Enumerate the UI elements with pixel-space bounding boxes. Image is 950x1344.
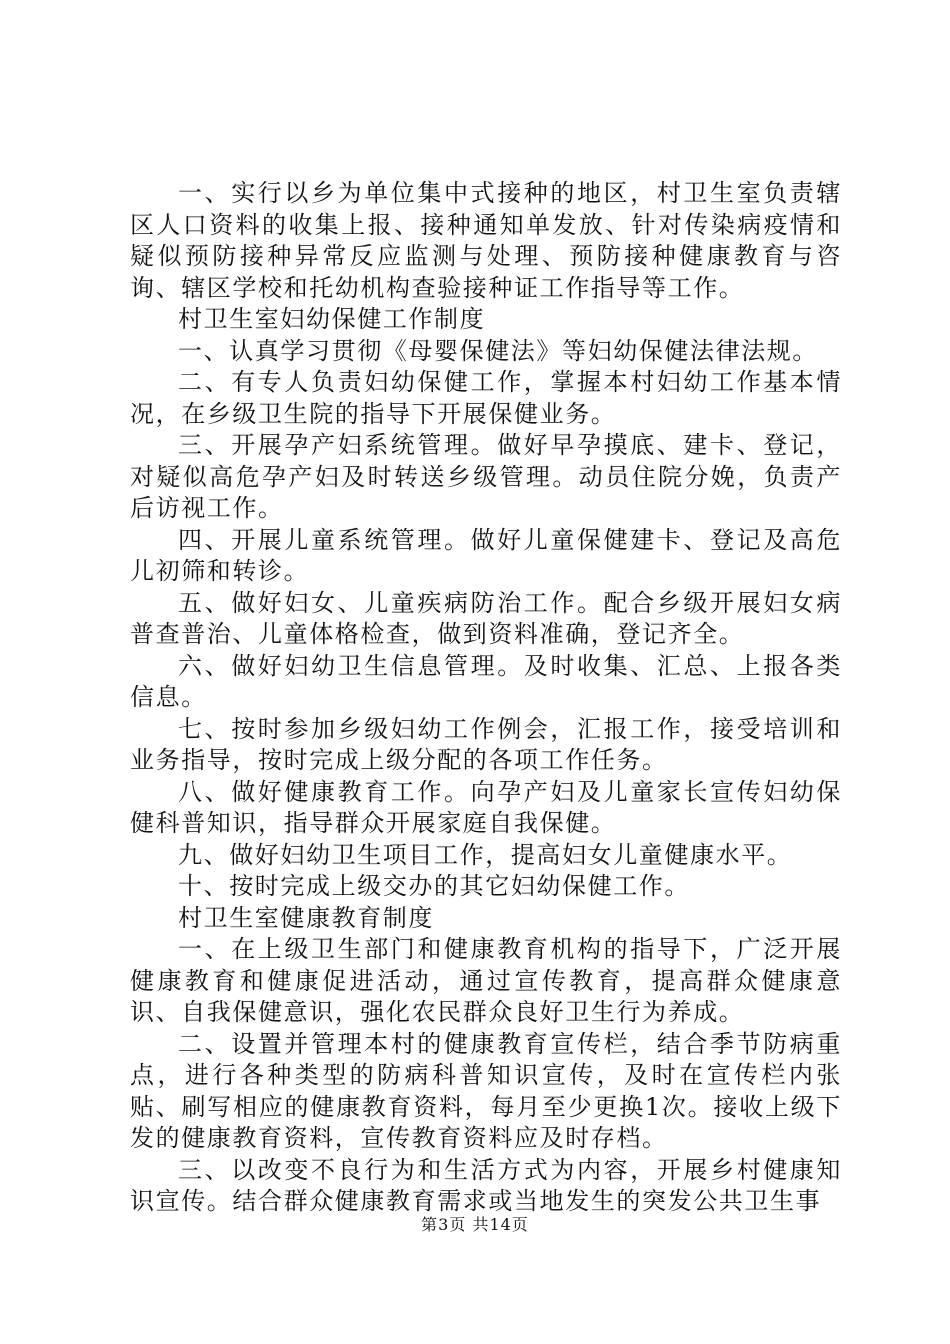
paragraph: 一、认真学习贯彻《母婴保健法》等妇幼保健法律法规。 (178, 336, 818, 365)
paragraph: 四、开展儿童系统管理。做好儿童保健建卡、登记及高危儿初筛和转诊。 (130, 525, 842, 585)
paragraph: 一、实行以乡为单位集中式接种的地区，村卫生室负责辖区人口资料的收集上报、接种通知单发放、针对传染病疫情和疑似预防接种异常反应监测与处理、预防接种健康教育与咨询、辖区学校和托幼机构查验接种证工作指导等工作。 (130, 179, 842, 302)
paragraph: 十、按时完成上级交办的其它妇幼保健工作。 (178, 872, 690, 900)
paragraph: 三、以改变不良行为和生活方式为内容，开展乡村健康知识宣传。结合群众健康教育需求或当地发生的突发公共卫生事 (130, 1155, 842, 1215)
paragraph: 八、做好健康教育工作。向孕产妇及儿童家长宣传妇幼保健科普知识，指导群众开展家庭自我保健。 (130, 777, 842, 837)
section-heading: 村卫生室妇幼保健工作制度 (178, 305, 486, 333)
page-number-footer: 第3页 共14页 (421, 1215, 529, 1234)
paragraph: 七、按时参加乡级妇幼工作例会，汇报工作，接受培训和业务指导，按时完成上级分配的各项工作任务。 (130, 714, 842, 774)
section-heading: 村卫生室健康教育制度 (178, 903, 434, 932)
paragraph: 五、做好妇女、儿童疾病防治工作。配合乡级开展妇女病普查普治、儿童体格检查，做到资料准确，登记齐全。 (130, 588, 842, 648)
paragraph: 二、设置并管理本村的健康教育宣传栏，结合季节防病重点，进行各种类型的防病科普知识宣传，及时在宣传栏内张贴、刷写相应的健康教育资料，每月至少更换1次。接收上级下发的健康教育资料，宣传教育资料应及时存档。 (130, 1029, 842, 1152)
paragraph: 六、做好妇幼卫生信息管理。及时收集、汇总、上报各类信息。 (130, 651, 842, 711)
paragraph: 一、在上级卫生部门和健康教育机构的指导下，广泛开展健康教育和健康促进活动，通过宣传教育，提高群众健康意识、自我保健意识，强化农民群众良好卫生行为养成。 (130, 935, 842, 1026)
paragraph: 二、有专人负责妇幼保健工作，掌握本村妇幼工作基本情况，在乡级卫生院的指导下开展保健业务。 (130, 368, 842, 428)
paragraph: 三、开展孕产妇系统管理。做好早孕摸底、建卡、登记，对疑似高危孕产妇及时转送乡级管理。动员住院分娩，负责产后访视工作。 (130, 431, 842, 522)
document-body (130, 178, 842, 1218)
paragraph: 九、做好妇幼卫生项目工作，提高妇女儿童健康水平。 (178, 840, 793, 869)
